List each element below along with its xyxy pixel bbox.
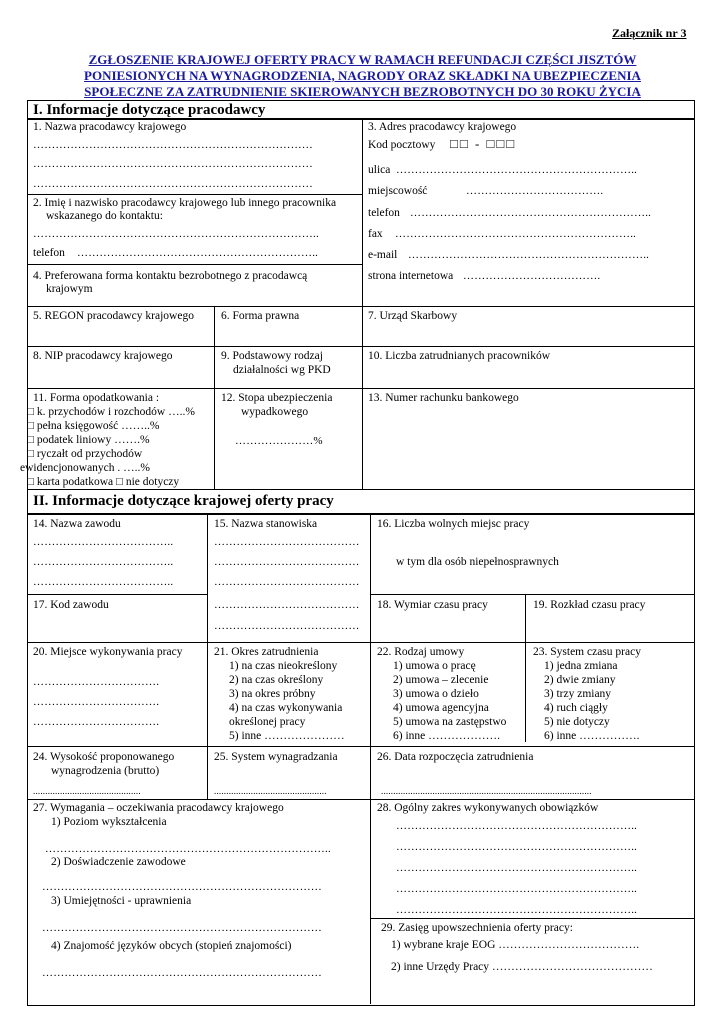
workplace-line-2[interactable]: ……………………………. xyxy=(33,696,160,708)
field-employees-label: 10. Liczba zatrudnianych pracowników xyxy=(368,350,551,362)
postal-code-boxes[interactable]: □□ - □□□ xyxy=(450,136,517,151)
street-line[interactable]: ……………………………………………………….. xyxy=(396,164,638,176)
field-pkd-label: 9. Podstawowy rodzaj xyxy=(221,350,323,362)
contact-phone-label: telefon xyxy=(33,247,65,259)
working-system-option-2[interactable]: 2) dwie zmiany xyxy=(544,674,616,686)
field-employer-name-label: 1. Nazwa pracodawcy krajowego xyxy=(33,121,187,133)
street-label: ulica xyxy=(368,164,391,176)
fax-label: fax xyxy=(368,228,383,240)
city-label: miejscowość xyxy=(368,185,428,197)
contact-phone-line[interactable]: ……………………………………………………….. xyxy=(77,247,319,259)
city-line[interactable]: ………………………………. xyxy=(466,185,604,197)
website-label: strona internetowa xyxy=(368,270,454,282)
position-name-line-3[interactable]: ………………………………… xyxy=(214,576,360,588)
employer-name-line-2[interactable]: ………………………………………………………………… xyxy=(33,158,313,170)
occupation-name-line-1[interactable]: ……………………………….. xyxy=(33,536,174,548)
employment-period-option-2[interactable]: 2) na czas określony xyxy=(229,674,324,686)
field-contact-person-label: 2. Imię i nazwisko pracodawcy krajowego lub innego pracownika xyxy=(33,197,337,209)
contract-type-option-4[interactable]: 4) umowa agencyjna xyxy=(393,702,489,714)
field-start-date-label: 26. Data rozpoczęcia zatrudnienia xyxy=(377,751,534,763)
accident-rate-line[interactable]: …………………% xyxy=(235,435,323,447)
occupation-name-line-3[interactable]: ……………………………….. xyxy=(33,576,174,588)
field-salary-label: 24. Wysokość proponowanego xyxy=(33,751,175,763)
field-contact-form-label-2: krajowym xyxy=(46,283,93,295)
field-workplace-label: 20. Miejsce wykonywania pracy xyxy=(33,646,183,658)
field-working-system-label: 23. System czasu pracy xyxy=(533,646,641,658)
taxation-option-revenue[interactable]: □ k. przychodów i rozchodów …..% xyxy=(27,406,195,418)
field-position-name-label: 15. Nazwa stanowiska xyxy=(214,518,318,530)
taxation-option-lump-sum[interactable]: □ ryczałt od przychodów xyxy=(27,448,143,460)
requirement-education-label: 1) Poziom wykształcenia xyxy=(51,816,167,828)
working-system-option-1[interactable]: 1) jedna zmiana xyxy=(544,660,618,672)
field-occupation-name-label: 14. Nazwa zawodu xyxy=(33,518,121,530)
field-requirements-label: 27. Wymagania – oczekiwania pracodawcy krajowego xyxy=(33,802,284,814)
working-system-option-3[interactable]: 3) trzy zmiany xyxy=(544,688,612,700)
contract-type-option-6[interactable]: 6) inne ………………. xyxy=(393,730,501,742)
employment-period-option-1[interactable]: 1) na czas nieokreślony xyxy=(229,660,338,672)
working-system-option-4[interactable]: 4) ruch ciągły xyxy=(544,702,608,714)
employer-name-line-1[interactable]: ………………………………………………………………… xyxy=(33,139,313,151)
field-tax-office-label: 7. Urząd Skarbowy xyxy=(368,310,458,322)
duties-line-4[interactable]: ……………………………………………………….. xyxy=(396,883,638,895)
requirement-skills-label: 3) Umiejętności - uprawnienia xyxy=(51,895,192,907)
taxation-option-full-accounting[interactable]: □ pełna księgowość ……..% xyxy=(27,420,160,432)
field-taxation-label: 11. Forma opodatkowania : xyxy=(33,392,160,404)
requirement-education-line[interactable]: ………………………………………………………………….. xyxy=(45,843,331,855)
start-date-line[interactable]: ...................................................................................... xyxy=(381,786,592,796)
employment-period-option-3[interactable]: 3) na okres próbny xyxy=(229,688,316,700)
requirement-languages-label: 4) Znajomość języków obcych (stopień znajomości) xyxy=(51,940,292,952)
field-offer-reach-label: 29. Zasięg upowszechnienia oferty pracy: xyxy=(381,922,573,934)
field-nip-label: 8. NIP pracodawcy krajowego xyxy=(33,350,173,362)
position-name-line-5[interactable]: ………………………………… xyxy=(214,620,360,632)
contact-person-line[interactable]: ………………………………………………………………….. xyxy=(33,228,319,240)
website-line[interactable]: ………………………………. xyxy=(463,270,601,282)
position-name-line-4[interactable]: ………………………………… xyxy=(214,599,360,611)
salary-line[interactable]: ............................................ xyxy=(33,786,141,796)
field-salary-label-2: wynagrodzenia (brutto) xyxy=(51,765,160,777)
annex-label: Załącznik nr 3 xyxy=(612,26,687,40)
field-pay-system-label: 25. System wynagradzania xyxy=(214,751,338,763)
workplace-line-1[interactable]: ……………………………. xyxy=(33,676,160,688)
phone-label: telefon xyxy=(368,207,400,219)
field-contact-form-label: 4. Preferowana forma kontaktu bezrobotnego z pracodawcą xyxy=(33,270,308,282)
occupation-name-line-2[interactable]: ……………………………….. xyxy=(33,556,174,568)
field-work-schedule-label: 19. Rozkład czasu pracy xyxy=(533,599,646,611)
field-accident-rate-label: 12. Stopa ubezpieczenia xyxy=(221,392,333,404)
field-legal-form-label: 6. Forma prawna xyxy=(221,310,300,322)
workplace-line-3[interactable]: ……………………………. xyxy=(33,716,160,728)
requirement-languages-line[interactable]: ………………………………………………………………… xyxy=(42,967,322,979)
taxation-option-linear[interactable]: □ podatek liniowy …….% xyxy=(27,434,150,446)
position-name-line-2[interactable]: ………………………………… xyxy=(214,556,360,568)
field-occupation-code-label: 17. Kod zawodu xyxy=(33,599,109,611)
duties-line-1[interactable]: ……………………………………………………….. xyxy=(396,820,638,832)
requirement-experience-line[interactable]: ………………………………………………………………… xyxy=(42,881,322,893)
section-2-heading: II. Informacje dotyczące krajowej oferty pracy xyxy=(33,493,334,509)
position-name-line-1[interactable]: ………………………………… xyxy=(214,536,360,548)
requirement-experience-label: 2) Doświadczenie zawodowe xyxy=(51,856,186,868)
taxation-option-tax-card[interactable]: □ karta podatkowa □ nie dotyczy xyxy=(27,476,180,488)
field-duties-label: 28. Ogólny zakres wykonywanych obowiązków xyxy=(377,802,599,814)
offer-reach-eea-option[interactable]: 1) wybrane kraje EOG ………………………………. xyxy=(391,939,640,951)
form-title-line-2: PONIESIONYCH NA WYNAGRODZENIA, NAGRODY ORAZ SKŁADKI NA UBEZPIECZENIA xyxy=(84,68,641,83)
working-system-option-5[interactable]: 5) nie dotyczy xyxy=(544,716,610,728)
field-working-time-label: 18. Wymiar czasu pracy xyxy=(377,599,488,611)
fax-line[interactable]: ……………………………………………………….. xyxy=(395,228,637,240)
employer-name-line-3[interactable]: ………………………………………………………………… xyxy=(33,178,313,190)
offer-reach-other-offices-option[interactable]: 2) inne Urzędy Pracy …………………………………… xyxy=(391,961,653,973)
field-pkd-label-2: działalności wg PKD xyxy=(233,364,331,376)
employment-period-option-4b: określonej pracy xyxy=(229,716,306,728)
contract-type-option-5[interactable]: 5) umowa na zastępstwo xyxy=(393,716,507,728)
requirement-skills-line[interactable]: ………………………………………………………………… xyxy=(42,922,322,934)
pay-system-line[interactable]: .............................................. xyxy=(214,786,327,796)
contract-type-option-1[interactable]: 1) umowa o pracę xyxy=(393,660,476,672)
section-1-heading: I. Informacje dotyczące pracodawcy xyxy=(33,102,266,118)
duties-line-5[interactable]: ……………………………………………………….. xyxy=(396,904,638,916)
contract-type-option-2[interactable]: 2) umowa – zlecenie xyxy=(393,674,489,686)
form-title-line-1: ZGŁOSZENIE KRAJOWEJ OFERTY PRACY W RAMACH REFUNDACJI CZĘŚCI JISZTÓW xyxy=(88,52,637,67)
field-regon-label: 5. REGON pracodawcy krajowego xyxy=(33,310,194,322)
field-vacancies-label: 16. Liczba wolnych miejsc pracy xyxy=(377,518,530,530)
form-title-line-3: SPOŁECZNE ZA ZATRUDNIENIE SKIEROWANYCH BEZROBOTNYCH DO 30 ROKU ŻYCIA xyxy=(84,84,641,99)
working-system-option-6[interactable]: 6) inne ……………. xyxy=(544,730,640,742)
contract-type-option-3[interactable]: 3) umowa o dzieło xyxy=(393,688,479,700)
postal-code-label: Kod pocztowy xyxy=(368,139,436,151)
field-employer-address-label: 3. Adres pracodawcy krajowego xyxy=(368,121,517,133)
vacancies-disabled-label: w tym dla osób niepełnosprawnych xyxy=(396,556,559,568)
employment-period-option-5[interactable]: 5) inne ………………… xyxy=(229,730,345,742)
phone-line[interactable]: ……………………………………………………….. xyxy=(410,207,652,219)
field-employment-period-label: 21. Okres zatrudnienia xyxy=(214,646,319,658)
email-line[interactable]: ……………………………………………………….. xyxy=(408,249,650,261)
duties-line-3[interactable]: ……………………………………………………….. xyxy=(396,862,638,874)
employment-period-option-4[interactable]: 4) na czas wykonywania xyxy=(229,702,343,714)
field-contact-person-label-2: wskazanego do kontaktu: xyxy=(46,210,163,222)
duties-line-2[interactable]: ……………………………………………………….. xyxy=(396,841,638,853)
taxation-option-lump-sum-2: ewidencjonowanych . …..% xyxy=(20,462,150,474)
email-label: e-mail xyxy=(368,249,398,261)
field-contract-type-label: 22. Rodzaj umowy xyxy=(377,646,465,658)
field-accident-rate-label-2: wypadkowego xyxy=(241,406,309,418)
field-bank-account-label: 13. Numer rachunku bankowego xyxy=(368,392,519,404)
